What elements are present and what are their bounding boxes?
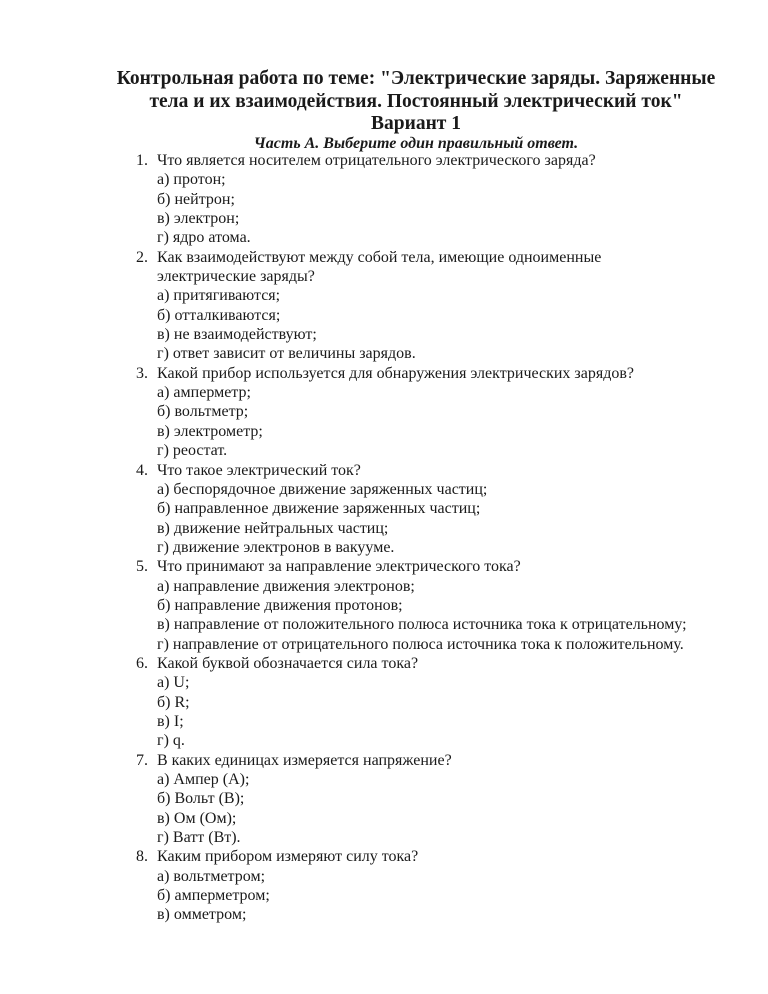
answer-option: б) направленное движение заряженных частиц;	[157, 500, 481, 518]
question-number: 3.	[136, 364, 148, 382]
question-text: Как взаимодействуют между собой тела, имеющие одноименные	[157, 248, 602, 266]
question-text: Что принимают за направление электрического тока?	[157, 558, 521, 576]
question-number: 1.	[136, 152, 148, 169]
question-text: В каких единицах измеряется напряжение?	[157, 751, 452, 769]
question-7	[0, 751, 768, 848]
question-5	[0, 557, 768, 654]
answer-option: в) движение нейтральных частиц;	[157, 519, 389, 537]
answer-option: г) направление от отрицательного полюса источника тока к положительному.	[157, 635, 684, 653]
answer-option: в) I;	[157, 712, 184, 730]
answer-option: а) протон;	[157, 171, 226, 189]
question-text: Что такое электрический ток?	[157, 461, 361, 479]
question-number: 4.	[136, 461, 148, 479]
question-text: Каким прибором измеряют силу тока?	[157, 848, 419, 866]
question-list	[0, 151, 768, 925]
answer-option: а) направление движения электронов;	[157, 577, 415, 595]
answer-option: г) ядро атома.	[157, 229, 251, 247]
question-6	[0, 654, 768, 751]
answer-option: а) U;	[157, 674, 190, 692]
question-8	[0, 847, 768, 924]
answer-option: в) Ом (Ом);	[157, 809, 237, 827]
answer-option: б) направление движения протонов;	[157, 596, 403, 614]
answer-option: б) R;	[157, 693, 190, 711]
answer-option: а) Ампер (А);	[157, 771, 250, 788]
answer-option: а) амперметр;	[157, 384, 251, 402]
answer-option: б) отталкиваются;	[157, 306, 281, 324]
question-number: 8.	[136, 848, 148, 866]
answer-option: б) вольтметр;	[157, 403, 249, 421]
answer-option: б) амперметром;	[157, 887, 270, 905]
variant-label: Вариант 1	[370, 113, 462, 134]
question-text-continued: электрические заряды?	[157, 268, 315, 286]
answer-option: г) ответ зависит от величины зарядов.	[157, 345, 416, 363]
question-number: 2.	[136, 248, 148, 266]
question-number: 7.	[136, 751, 148, 769]
question-3	[0, 364, 768, 461]
answer-option: в) омметром;	[157, 906, 247, 924]
answer-option: в) направление от положительного полюса источника тока к отрицательному;	[157, 616, 687, 634]
answer-option: б) нейтрон;	[157, 190, 235, 208]
answer-option: б) Вольт (В);	[157, 790, 245, 808]
question-1	[0, 151, 768, 248]
answer-option: г) Ватт (Вт).	[157, 829, 241, 847]
answer-option: а) притягиваются;	[157, 287, 281, 305]
part-instruction: Часть А. Выберите один правильный ответ.	[253, 135, 579, 152]
question-2	[0, 248, 768, 364]
question-text: Какой буквой обозначается сила тока?	[157, 654, 419, 672]
question-number: 5.	[136, 558, 148, 576]
question-text: Какой прибор используется для обнаружения электрических зарядов?	[157, 364, 635, 382]
question-text: Что является носителем отрицательного электрического заряда?	[157, 152, 596, 169]
answer-option: г) движение электронов в вакууме.	[157, 538, 395, 556]
title-line-1: Контрольная работа по теме: "Электрические заряды. Заряженные	[116, 68, 716, 89]
answer-option: в) не взаимодействуют;	[157, 326, 317, 344]
answer-option: г) реостат.	[157, 442, 228, 460]
answer-option: в) электрометр;	[157, 422, 263, 440]
answer-option: в) электрон;	[157, 210, 240, 228]
title-line-2: тела и их взаимодействия. Постоянный электрический ток"	[149, 90, 683, 112]
answer-option: а) беспорядочное движение заряженных частиц;	[157, 480, 488, 498]
answer-option: а) вольтметром;	[157, 867, 266, 885]
question-4	[0, 461, 768, 558]
answer-option: г) q.	[157, 732, 185, 750]
document-title	[96, 68, 736, 136]
question-number: 6.	[136, 654, 148, 672]
